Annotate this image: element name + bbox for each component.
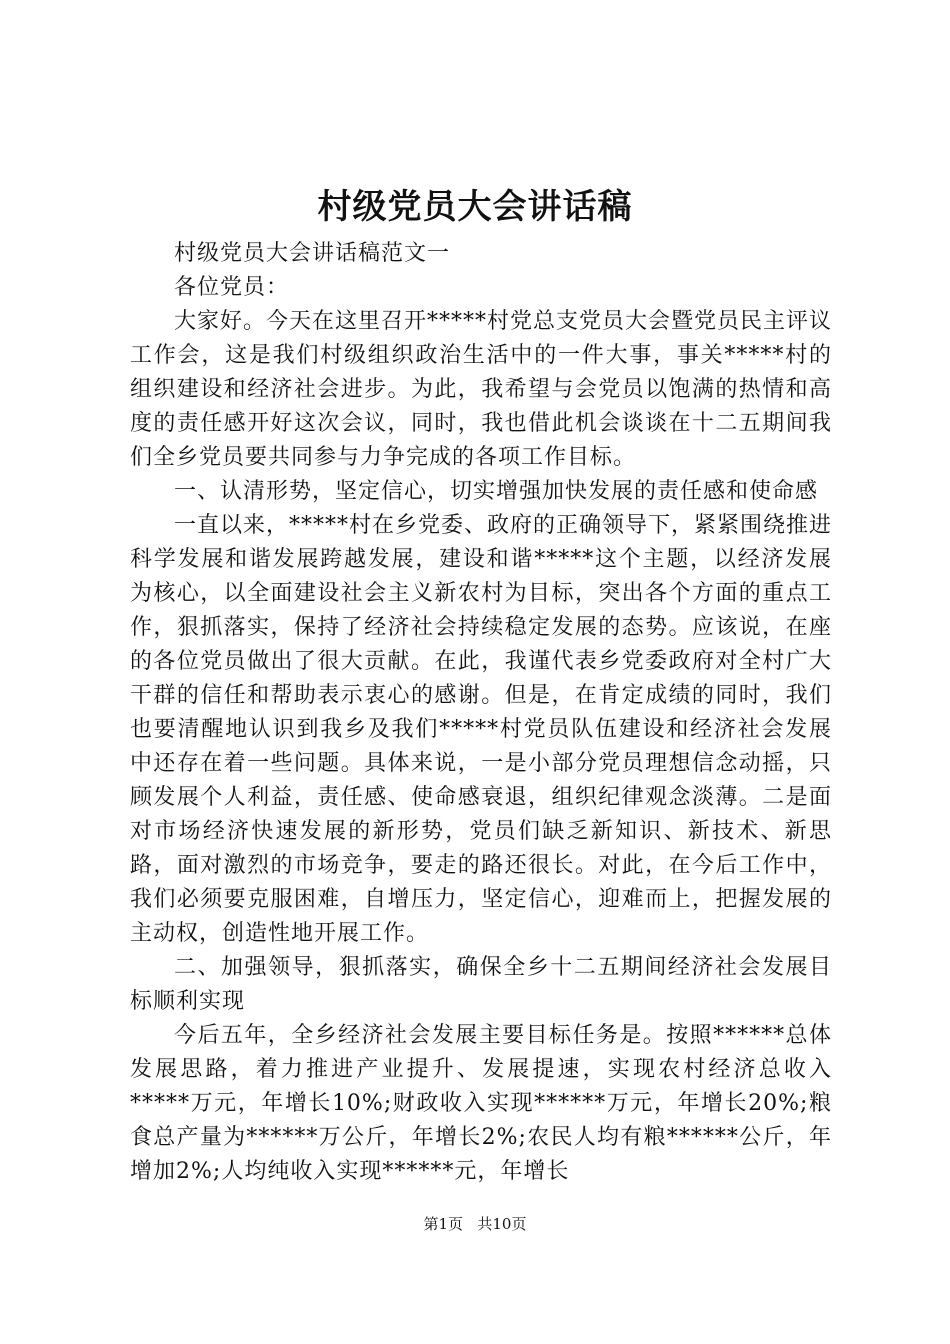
document-title: 村级党员大会讲话稿: [317, 187, 633, 227]
section-heading: 一、认清形势，坚定信心，切实增强加快发展的责任感和使命感: [174, 479, 819, 504]
section-heading: 二、加强领导，狠抓落实，确保全乡十二五期间经济社会发展目标顺利实现: [130, 955, 832, 1014]
page-footer: [0, 1214, 950, 1234]
footer-spacer: [468, 1215, 473, 1233]
salutation-paragraph: 各位党员：: [174, 275, 290, 300]
document-body: [130, 237, 832, 1189]
body-paragraph: 今后五年，全乡经济社会发展主要目标任务是。按照******总体发展思路，着力推进产业提升、发展提速，实现农村经济总收入*****万元，年增长10%;财政收入实现******万元，年增长20%;粮食总产量为******万公斤，年增长2%;农民人均有粮******公斤，年增加2%;人均纯收入实现******元，年增长: [130, 1023, 832, 1184]
body-paragraph: 大家好。今天在这里召开*****村党总支党员大会暨党员民主评议工作会，这是我们村级组织政治生活中的一件大事，事关*****村的组织建设和经济社会进步。为此，我希望与会党员以饱满的热情和高度的责任感开好这次会议，同时，我也借此机会谈谈在十二五期间我们全乡党员要共同参与力争完成的各项工作目标。: [130, 309, 833, 470]
page-number: 第1页: [423, 1215, 464, 1233]
body-paragraph: 一直以来，*****村在乡党委、政府的正确领导下，紧紧围绕推进科学发展和谐发展跨越发展，建设和谐*****这个主题，以经济发展为核心，以全面建设社会主义新农村为目标，突出各个方面的重点工作，狠抓落实，保持了经济社会持续稳定发展的态势。应该说，在座的各位党员做出了很大贡献。在此，我谨代表乡党委政府对全村广大干群的信任和帮助表示衷心的感谢。但是，在肯定成绩的同时，我们也要清醒地认识到我乡及我们*****村党员队伍建设和经济社会发展中还存在着一些问题。具体来说，一是小部分党员理想信念动摇，只顾发展个人利益，责任感、使命感衰退，组织纪律观念淡薄。二是面对市场经济快速发展的新形势，党员们缺乏新知识、新技术、新思路，面对激烈的市场竞争，要走的路还很长。对此，在今后工作中，我们必须要克服困难，自增压力，坚定信心，迎难而上，把握发展的主动权，创造性地开展工作。: [130, 513, 833, 946]
subtitle-paragraph: 村级党员大会讲话稿范文一: [174, 241, 451, 266]
page-total: 共10页: [477, 1215, 527, 1233]
